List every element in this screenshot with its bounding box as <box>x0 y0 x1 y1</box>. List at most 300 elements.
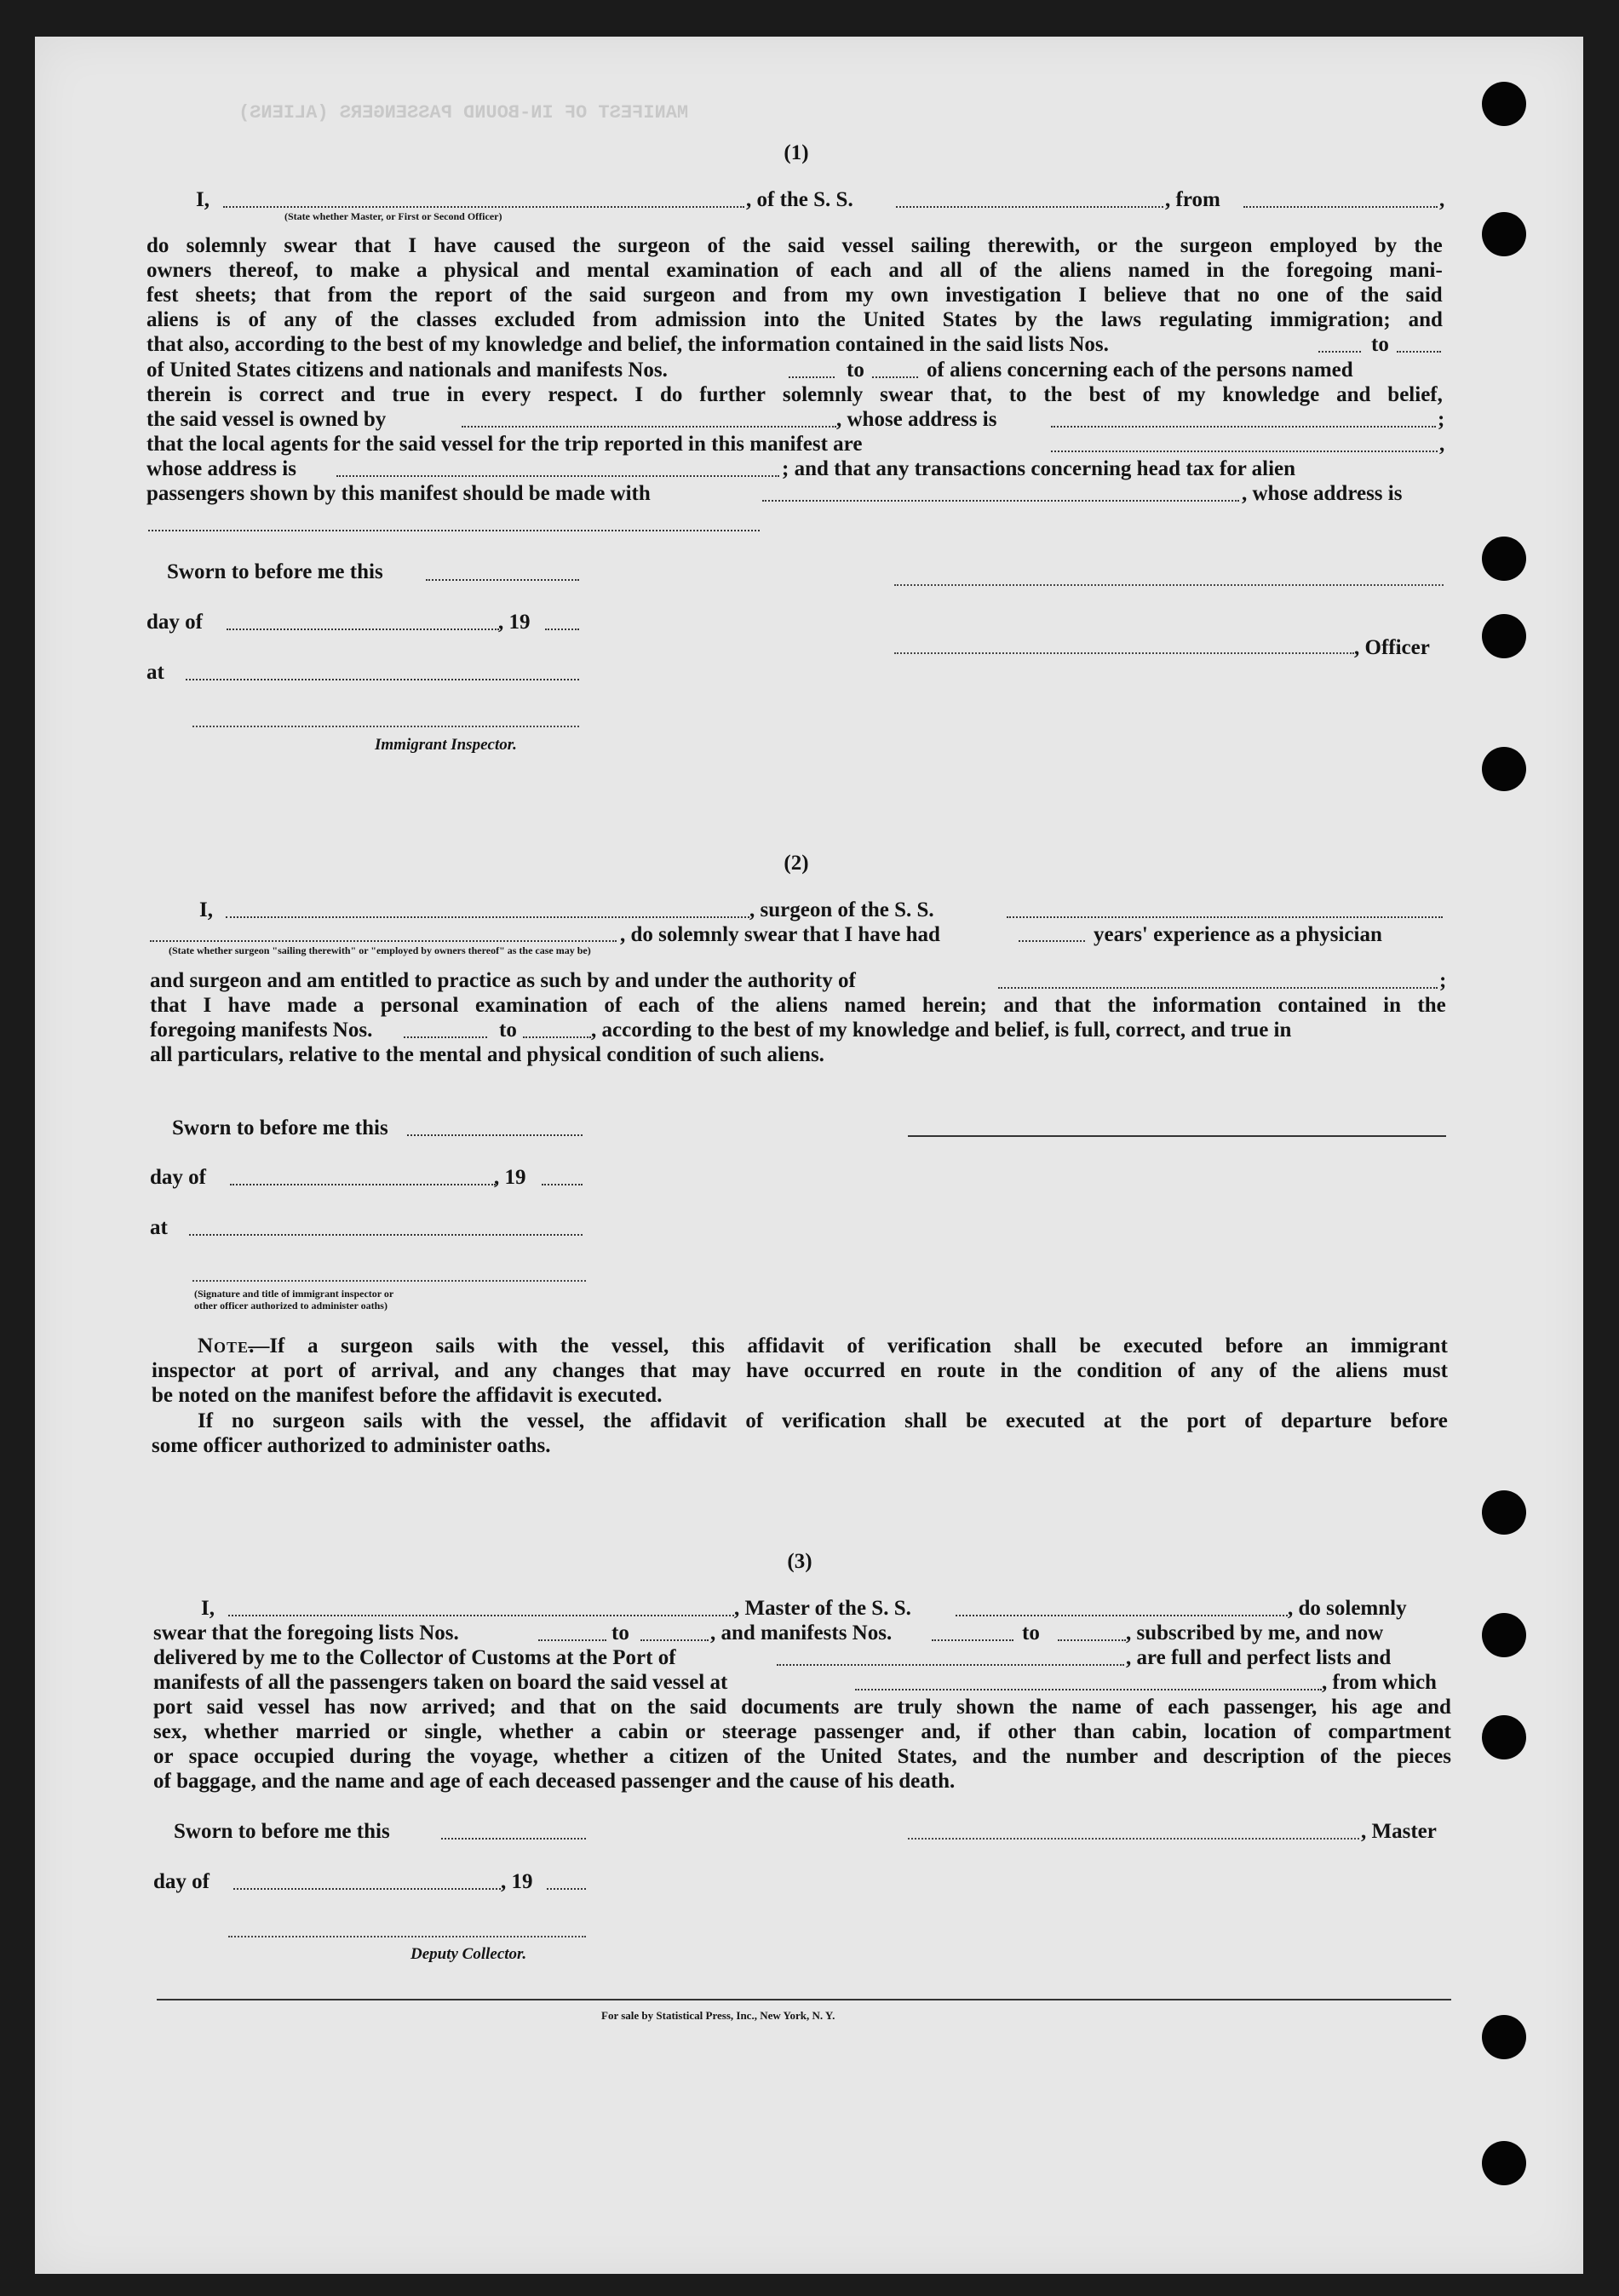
s3-perfect-label: , are full and perfect lists and <box>1126 1646 1392 1669</box>
s1-owner-field[interactable] <box>462 426 836 428</box>
word: shall <box>1013 1335 1057 1358</box>
section-3-number: (3) <box>787 1550 812 1573</box>
word: one <box>1276 284 1309 307</box>
s1-citizens-rest: of aliens concerning each of the persons named <box>927 359 1353 382</box>
word: named <box>1128 259 1190 282</box>
word: fest <box>146 284 179 307</box>
word: of <box>745 1409 764 1432</box>
word: the <box>730 994 760 1017</box>
s1-oath-line <box>146 283 1443 307</box>
word: arrived; <box>422 1696 497 1719</box>
s1-owned-label: the said vessel is owned by <box>146 408 387 431</box>
s1-sworn-date-field[interactable] <box>426 579 579 581</box>
word: of <box>696 994 715 1017</box>
word: passenger <box>813 1720 904 1743</box>
word: to <box>1008 383 1027 406</box>
word: port <box>284 1359 324 1382</box>
s2-authority-label: and surgeon and am entitled to practice as such by and under the authority of <box>150 969 856 992</box>
s1-owner-address-field[interactable] <box>1051 426 1436 428</box>
s3-deputy-line[interactable] <box>228 1936 586 1937</box>
word: the <box>1033 1359 1062 1382</box>
word: have <box>433 234 477 257</box>
footer-rule <box>157 1999 1451 2000</box>
word: named <box>844 994 906 1017</box>
word: at <box>1103 1409 1122 1432</box>
word: knowledge <box>1222 383 1320 406</box>
s1-headtax-label: passengers shown by this manifest should be made with <box>146 482 651 505</box>
s1-master-note: (State whether Master, or First or Second Officer) <box>284 210 502 222</box>
word: a <box>590 1720 601 1743</box>
word: the <box>1140 1409 1168 1432</box>
word: said <box>589 284 627 307</box>
word: a <box>353 994 365 1017</box>
s3-line-5 <box>153 1695 1451 1719</box>
word: of <box>743 1745 762 1768</box>
word: do <box>659 383 683 406</box>
word: of <box>334 308 353 331</box>
word: belief, <box>1387 383 1443 406</box>
word: of <box>1142 383 1161 406</box>
word: from <box>784 284 829 307</box>
word: said <box>788 234 825 257</box>
word: of <box>248 308 267 331</box>
word: believe <box>1103 284 1167 307</box>
s2-surgeon-type-field[interactable] <box>150 940 617 942</box>
word: swear <box>880 383 933 406</box>
word: said <box>1405 284 1443 307</box>
s2-ship-label: , surgeon of the S. S. <box>749 898 934 921</box>
s3-master-name-field[interactable] <box>228 1615 734 1616</box>
s2-signature-line[interactable] <box>908 1135 1446 1137</box>
s3-manifests-to-field[interactable] <box>1058 1639 1126 1641</box>
word: a <box>643 1745 654 1768</box>
word: the <box>1054 308 1084 331</box>
binder-hole <box>1482 82 1526 126</box>
s2-examination-line <box>150 993 1446 1018</box>
s1-day-of-label: day of <box>146 611 203 634</box>
word: now <box>369 1696 408 1719</box>
word: of <box>1244 1409 1263 1432</box>
word: in <box>1206 259 1225 282</box>
s2-inspector-line[interactable] <box>192 1280 586 1282</box>
word: therein <box>146 383 211 406</box>
word: personal <box>380 994 459 1017</box>
s2-year-field[interactable] <box>542 1184 583 1185</box>
s3-year-label: , 19 <box>501 1870 533 1893</box>
word: port <box>1186 1409 1226 1432</box>
word: the <box>543 284 573 307</box>
s3-sworn-date-field[interactable] <box>441 1838 586 1840</box>
s3-collector-label: delivered by me to the Collector of Customs at the Port of <box>153 1646 676 1669</box>
s1-ship-field[interactable] <box>896 206 1163 208</box>
word: sails <box>363 1409 403 1432</box>
word: the <box>1291 1359 1321 1382</box>
s3-boarding-port-field[interactable] <box>855 1689 1322 1690</box>
word: shown <box>956 1696 1015 1719</box>
word: mani- <box>1389 259 1443 282</box>
word: by <box>1374 234 1398 257</box>
s2-note-line-1 <box>198 1334 1448 1358</box>
word: and <box>535 259 571 282</box>
word: caused <box>493 234 555 257</box>
word: employed <box>1269 234 1358 257</box>
word: the <box>603 1409 632 1432</box>
word: executed <box>1005 1409 1085 1432</box>
word: further <box>699 383 766 406</box>
s3-manifests-from-field[interactable] <box>932 1639 1013 1641</box>
s1-manifest-from-field[interactable] <box>789 376 835 378</box>
s3-year-field[interactable] <box>547 1888 586 1890</box>
word: documents <box>741 1696 840 1719</box>
s2-particulars: all particulars, relative to the mental and physical condition of such aliens. <box>150 1043 824 1066</box>
word: that <box>559 1696 596 1719</box>
s1-from-field[interactable] <box>1243 206 1438 208</box>
word: vessel <box>257 1696 310 1719</box>
s1-year-label: , 19 <box>498 611 531 634</box>
s1-lists-to-field[interactable] <box>1397 351 1441 353</box>
s3-lists-label: swear that the foregoing lists Nos. <box>153 1622 459 1645</box>
s2-note-line-2 <box>152 1358 1448 1383</box>
s1-agents-field[interactable] <box>1051 451 1438 452</box>
word: with <box>421 1409 462 1432</box>
s3-i-label: I, <box>201 1597 215 1620</box>
word: my <box>845 284 874 307</box>
word: the <box>1107 994 1136 1017</box>
word: occurred <box>803 1359 886 1382</box>
word: and <box>341 383 376 406</box>
word: other <box>1008 1720 1057 1743</box>
s2-day-of-label: day of <box>150 1166 206 1189</box>
binder-hole <box>1482 614 1526 658</box>
word: surgeon <box>273 1409 345 1432</box>
word: the <box>777 1745 806 1768</box>
word: the <box>370 308 399 331</box>
word: to <box>315 259 334 282</box>
word: en <box>900 1359 922 1382</box>
word: made <box>287 994 337 1017</box>
word: and <box>1408 308 1443 331</box>
word: surgeon <box>1180 234 1253 257</box>
word: own <box>890 284 929 307</box>
s3-boarded-label: manifests of all the passengers taken on board the said vessel at <box>153 1671 728 1694</box>
s2-semicolon: ; <box>1439 969 1447 992</box>
word: description <box>1203 1745 1305 1768</box>
s3-lists-to: to <box>611 1622 629 1645</box>
s3-day-of-label: day of <box>153 1870 210 1893</box>
word: of <box>1177 1359 1196 1382</box>
word: truly <box>897 1696 943 1719</box>
s3-deputy-caption: Deputy Collector. <box>410 1945 527 1963</box>
word: immigration; <box>1270 308 1391 331</box>
word: my <box>1177 383 1206 406</box>
word: of <box>1293 1720 1312 1743</box>
s1-oath-line <box>146 233 1443 258</box>
s1-headtax-text: ; and that any transactions concerning head tax for alien <box>782 457 1296 480</box>
s2-sig-caption-1: (Signature and title of immigrant inspector or <box>194 1288 394 1300</box>
s3-month-field[interactable] <box>233 1888 501 1890</box>
word: must <box>1403 1359 1448 1382</box>
word: cabin, <box>1132 1720 1187 1743</box>
s2-note-line-5: some officer authorized to administer oaths. <box>152 1434 551 1457</box>
word: during <box>349 1745 411 1768</box>
word: classes <box>416 308 477 331</box>
s1-oath-line <box>146 307 1443 332</box>
word: United <box>820 1745 882 1768</box>
word: arrival, <box>370 1359 439 1382</box>
word: the <box>560 1335 589 1358</box>
s2-at-field[interactable] <box>189 1234 583 1236</box>
word: changes <box>552 1359 625 1382</box>
word: any <box>284 308 318 331</box>
word: investigation <box>945 284 1062 307</box>
word: affidavit <box>650 1409 727 1432</box>
s3-sworn-label: Sworn to before me this <box>174 1820 390 1843</box>
s1-sworn-label: Sworn to before me this <box>167 560 383 583</box>
word: married <box>296 1720 370 1743</box>
s2-years-field[interactable] <box>1019 940 1085 942</box>
word: true <box>392 383 430 406</box>
word: no <box>231 1409 255 1432</box>
s1-inspector-line[interactable] <box>192 726 579 727</box>
word: the <box>479 1409 508 1432</box>
word: of <box>338 1359 356 1382</box>
word: voyage, <box>469 1745 538 1768</box>
s1-agents-comma: , <box>1439 433 1445 456</box>
word: sheets; <box>195 284 257 307</box>
word: no <box>1237 284 1260 307</box>
word: route <box>937 1359 985 1382</box>
word: and <box>510 1696 545 1719</box>
word: every <box>481 383 531 406</box>
word: sex, <box>153 1720 187 1743</box>
word: the <box>1417 994 1446 1017</box>
binder-hole <box>1482 1613 1526 1657</box>
word: by <box>1014 308 1037 331</box>
word: be <box>965 1409 987 1432</box>
section-2-number: (2) <box>784 852 809 875</box>
word: all <box>939 259 962 282</box>
word: age <box>1371 1696 1403 1719</box>
word: the <box>1352 1745 1382 1768</box>
s1-semicolon: ; <box>1438 408 1445 431</box>
s3-master-signature-line[interactable] <box>908 1838 1359 1840</box>
word: the <box>1022 1745 1051 1768</box>
word: of <box>1325 284 1344 307</box>
word: of <box>707 234 726 257</box>
word: verification <box>782 1409 887 1432</box>
word: of <box>1259 1359 1277 1382</box>
word: an <box>1305 1335 1329 1358</box>
word: than <box>1073 1720 1115 1743</box>
s3-solemnly-label: , do solemnly <box>1288 1597 1407 1620</box>
word: has <box>324 1696 355 1719</box>
word: whether <box>204 1720 279 1743</box>
s1-signature-line[interactable] <box>894 584 1444 586</box>
word: whether <box>553 1745 629 1768</box>
word: have <box>227 994 271 1017</box>
word: solemnly <box>782 383 864 406</box>
word: sails <box>435 1335 475 1358</box>
s1-citizens-text: of United States citizens and nationals and manifests Nos. <box>146 359 668 382</box>
word: the <box>1414 234 1443 257</box>
word: in <box>1383 994 1401 1017</box>
s1-headtax-party-field[interactable] <box>762 500 1239 502</box>
s2-sworn-date-field[interactable] <box>407 1134 583 1136</box>
s1-therein-line <box>146 382 1443 407</box>
word: and <box>454 1359 489 1382</box>
word: or <box>685 1720 706 1743</box>
word: the <box>1043 383 1072 406</box>
s2-manifest-from-field[interactable] <box>404 1036 487 1038</box>
s1-lists-to: to <box>1371 333 1389 356</box>
word: in <box>1000 1359 1019 1382</box>
word: be <box>1079 1335 1101 1358</box>
s3-master-label: , Master <box>1361 1820 1437 1843</box>
word: cabin <box>618 1720 669 1743</box>
word: solemnly <box>186 234 267 257</box>
word: each <box>830 259 872 282</box>
word: his <box>1331 1696 1358 1719</box>
word: owners <box>146 259 212 282</box>
s2-surgeon-name-field[interactable] <box>226 916 749 918</box>
word: vessel, <box>611 1335 669 1358</box>
s2-at-label: at <box>150 1216 168 1239</box>
word: I <box>203 994 212 1017</box>
word: or <box>153 1745 174 1768</box>
word: port <box>153 1696 192 1719</box>
word: laws <box>1100 308 1142 331</box>
word: and <box>1153 1745 1188 1768</box>
s2-i-label: I, <box>199 898 213 921</box>
s3-ship-field[interactable] <box>956 1615 1288 1616</box>
word: from <box>327 284 373 307</box>
word: I <box>634 383 644 406</box>
s1-oath-line <box>146 258 1443 283</box>
word: location <box>1203 1720 1277 1743</box>
word: is <box>215 308 231 331</box>
s2-note-line-3: be noted on the manifest before the affidavit is executed. <box>152 1384 663 1407</box>
s1-from-label: , from <box>1165 188 1220 211</box>
s1-month-field[interactable] <box>227 629 499 630</box>
s1-lists-text: that also, according to the best of my knowledge and belief, the information contained in the said lists Nos. <box>146 333 1109 356</box>
word: before <box>1390 1409 1448 1432</box>
word: a <box>416 259 428 282</box>
s1-officer-field[interactable] <box>223 206 744 208</box>
s1-lists-from-field[interactable] <box>1318 351 1361 353</box>
word: that <box>150 994 187 1017</box>
s1-headtax-address-field[interactable] <box>148 530 760 531</box>
s1-officer-label: , Officer <box>1354 636 1430 659</box>
s1-year-field[interactable] <box>545 629 579 630</box>
word: of <box>1319 1745 1338 1768</box>
word: pieces <box>1397 1745 1451 1768</box>
word: thereof, <box>228 259 299 282</box>
word: do <box>146 234 169 257</box>
word: the <box>389 284 418 307</box>
s2-manifest-to-field[interactable] <box>523 1036 591 1038</box>
word: the <box>742 234 771 257</box>
word: aliens <box>1335 1359 1388 1382</box>
word: of <box>1135 1696 1154 1719</box>
word: before <box>1225 1335 1283 1358</box>
word: with <box>497 1335 538 1358</box>
s1-agents-address-field[interactable] <box>336 475 779 477</box>
s1-owner-address-label: , whose address is <box>836 408 997 431</box>
word: United <box>863 308 925 331</box>
word: foregoing <box>1286 259 1373 282</box>
s1-citizens-to: to <box>847 359 864 382</box>
s3-lists-from-field[interactable] <box>538 1639 606 1641</box>
word: space <box>188 1745 238 1768</box>
s3-lists-to-field[interactable] <box>640 1639 709 1641</box>
binder-hole <box>1482 537 1526 581</box>
word: compartment <box>1328 1720 1451 1743</box>
word: aliens <box>1059 259 1111 282</box>
word: inspector <box>152 1359 236 1382</box>
binder-hole <box>1482 1490 1526 1535</box>
word: If <box>198 1409 214 1432</box>
word: and <box>1003 994 1038 1017</box>
s2-note-label: Note. <box>198 1335 255 1358</box>
word: executed <box>1122 1335 1203 1358</box>
word: at <box>250 1359 269 1382</box>
word: surgeon <box>643 284 715 307</box>
word: therewith, <box>987 234 1081 257</box>
word: the <box>572 234 601 257</box>
word: are <box>853 1696 883 1719</box>
s1-i-label: I, <box>196 188 210 211</box>
word: of <box>795 259 814 282</box>
word: verification <box>887 1335 992 1358</box>
word: if <box>977 1720 991 1743</box>
word: that <box>640 1359 677 1382</box>
word: number <box>1065 1745 1139 1768</box>
word: affidavit <box>747 1335 824 1358</box>
word: of <box>979 259 997 282</box>
word: the <box>1134 234 1163 257</box>
word: or <box>387 1720 408 1743</box>
word: a <box>307 1335 319 1358</box>
word: or <box>1097 234 1117 257</box>
word: the <box>1360 284 1389 307</box>
word: and <box>1416 1696 1451 1719</box>
word: swear <box>284 234 337 257</box>
s1-at-field[interactable] <box>186 679 579 680</box>
word: the <box>1013 259 1042 282</box>
word: passenger, <box>1223 1696 1318 1719</box>
binder-hole <box>1482 747 1526 791</box>
s1-officer-line[interactable] <box>894 652 1354 654</box>
word: citizen <box>669 1745 729 1768</box>
word: into <box>763 308 800 331</box>
bleed-through-text: MANIFEST OF IN-BOUND PASSENGERS (ALIENS) <box>238 102 689 123</box>
word: the <box>646 1696 676 1719</box>
s2-month-field[interactable] <box>230 1184 496 1185</box>
word: vessel, <box>526 1409 585 1432</box>
s2-ship-field[interactable] <box>1007 916 1443 918</box>
s3-manifests-label: , and manifests Nos. <box>710 1622 893 1645</box>
word: mental <box>586 259 650 282</box>
word: information <box>1152 994 1262 1017</box>
word: of <box>847 1335 865 1358</box>
s1-manifest-to-field[interactable] <box>872 376 918 378</box>
s2-authority-field[interactable] <box>998 987 1438 989</box>
word: I <box>408 234 417 257</box>
word: best <box>1088 383 1126 406</box>
word: said <box>206 1696 244 1719</box>
binder-hole <box>1482 2141 1526 2185</box>
s3-port-field[interactable] <box>777 1664 1124 1666</box>
